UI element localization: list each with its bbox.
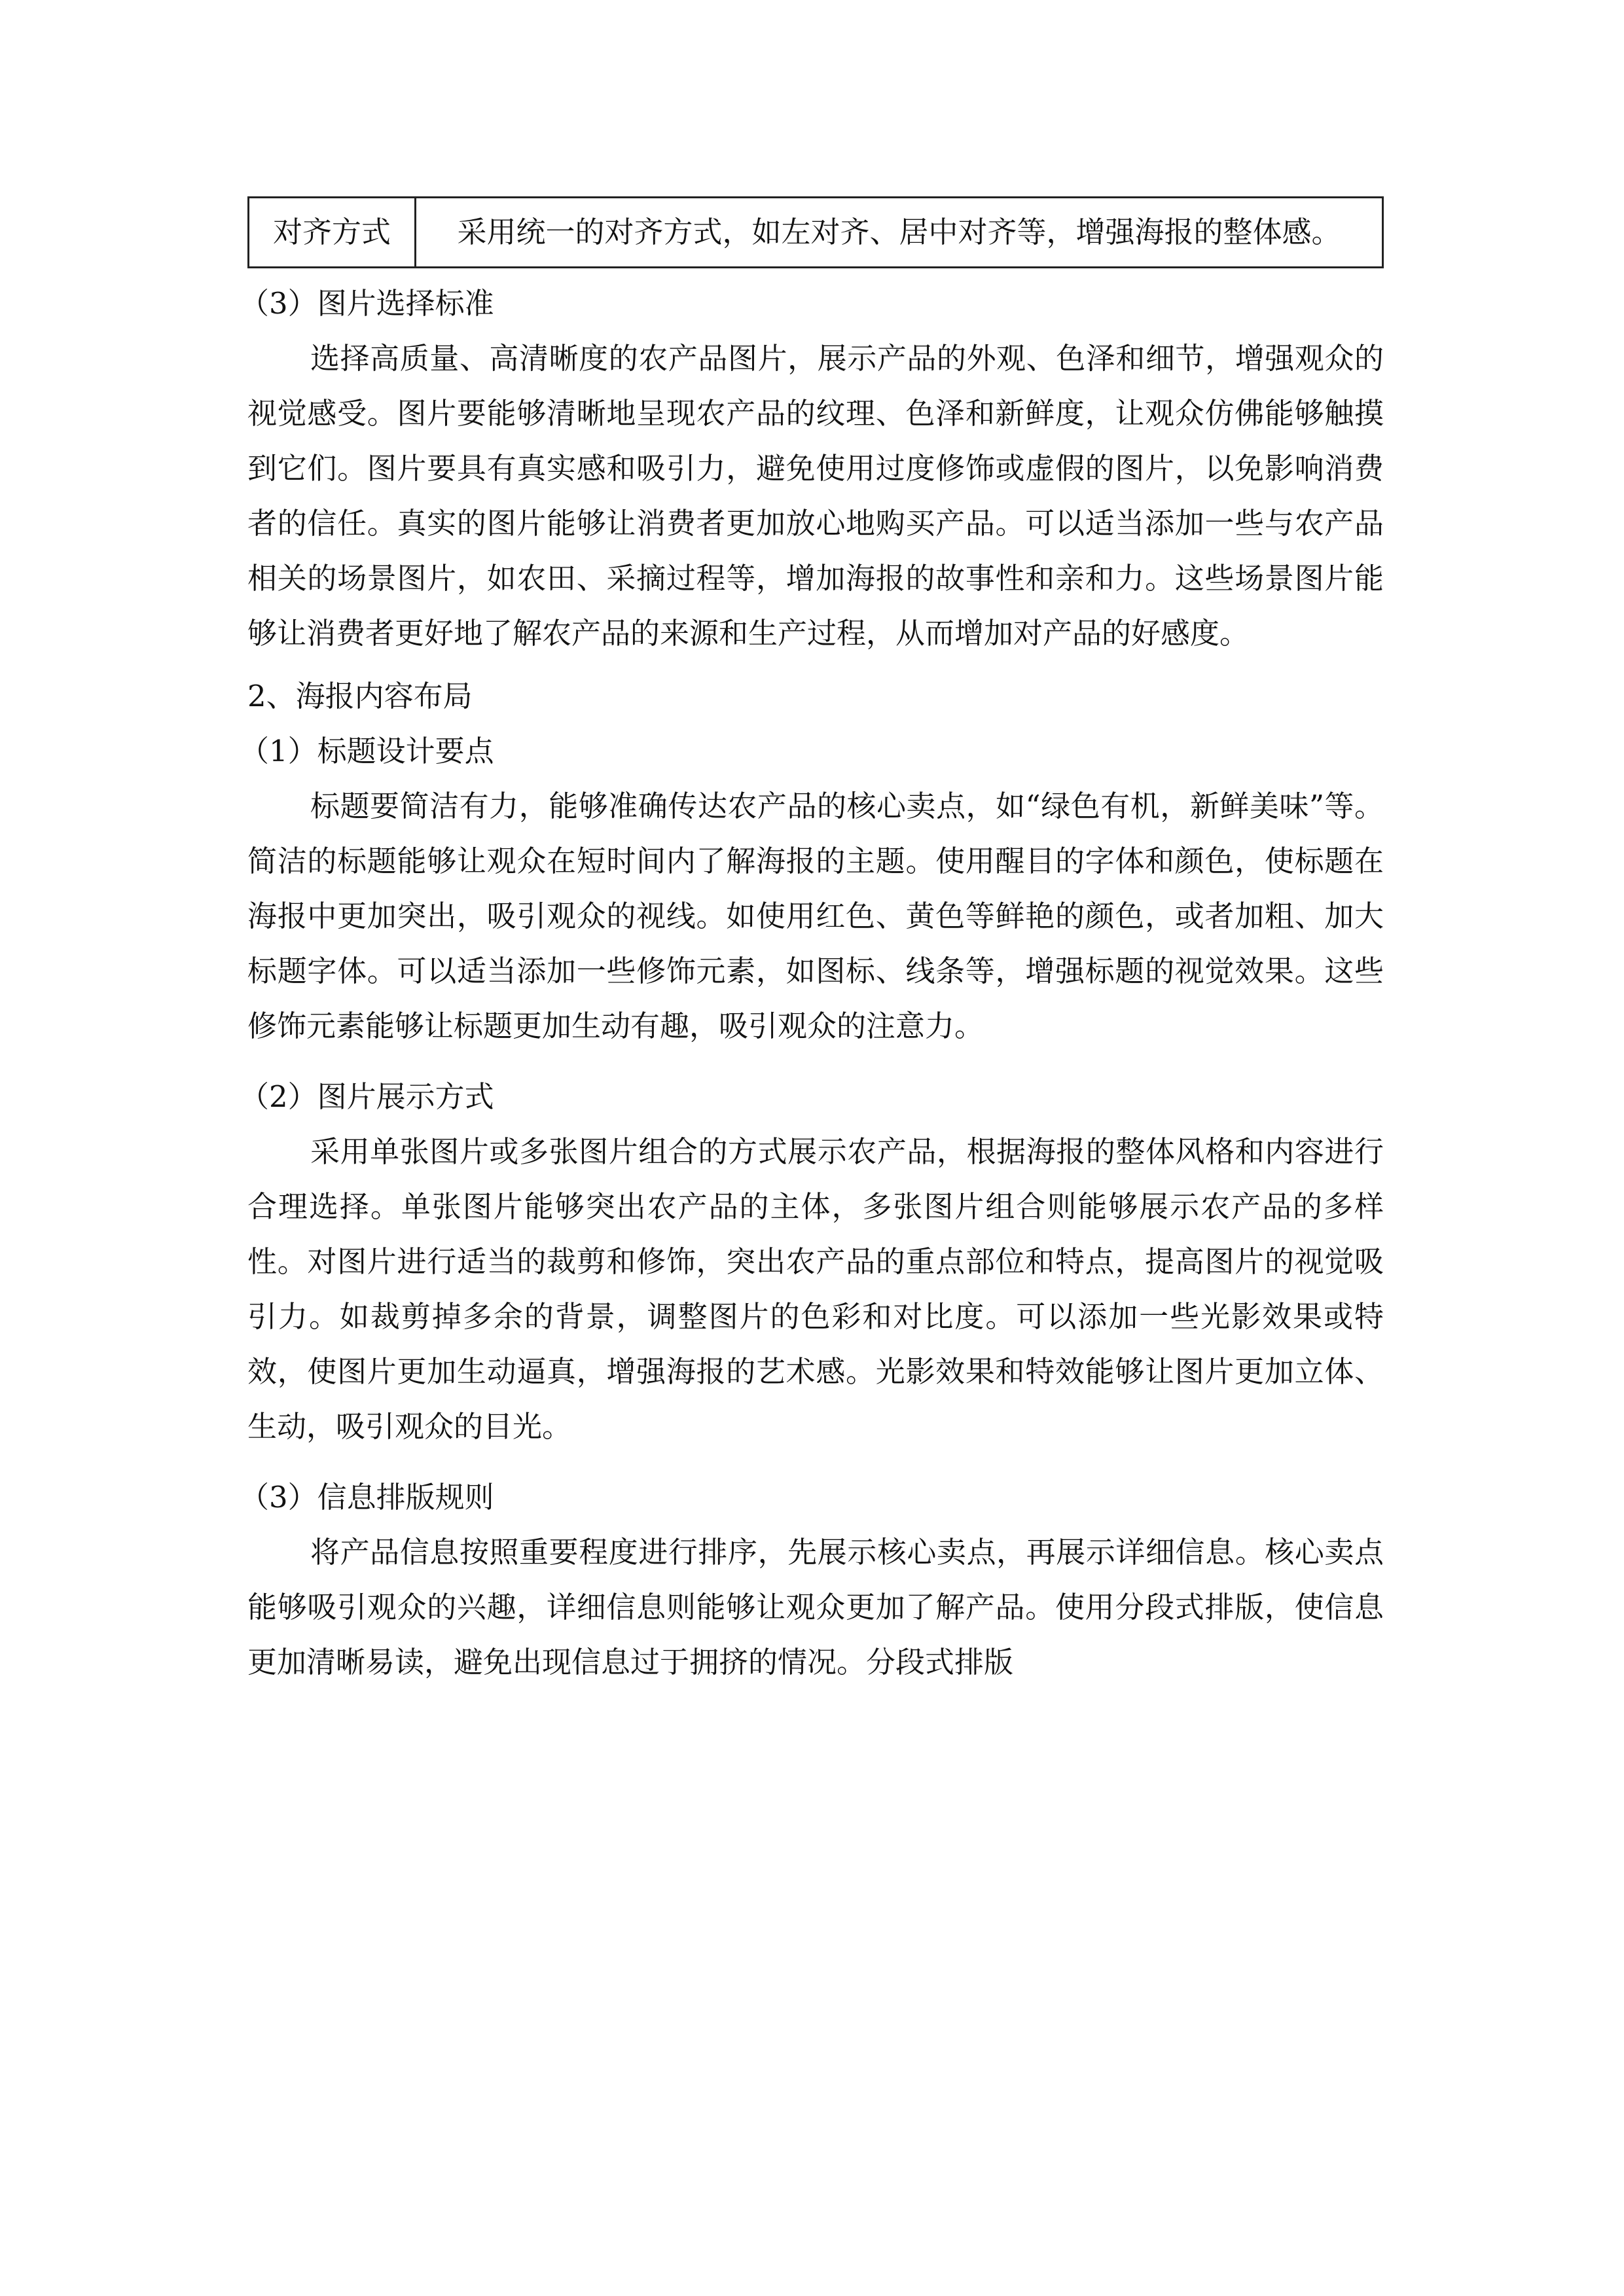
- document-page: [240, 196, 1384, 1690]
- alignment-table: [247, 196, 1384, 268]
- section-heading-title-design: （1）标题设计要点: [240, 734, 494, 768]
- section-heading-content-layout: 2、海报内容布局: [247, 679, 473, 713]
- table-row-content: 采用统一的对齐方式，如左对齐、居中对齐等，增强海报的整体感。: [416, 198, 1383, 268]
- section-heading-image-display: （2）图片展示方式: [240, 1079, 494, 1114]
- paragraph-image-selection: 选择高质量、高清晰度的农产品图片，展示产品的外观、色泽和细节，增强观众的视觉感受。图片要能够清晰地呈现农产品的纹理、色泽和新鲜度，让观众仿佛能够触摸到它们。图片要具有真实感和吸引力，避免使用过度修饰或虚假的图片，以免影响消费者的信任。真实的图片能够让消费者更加放心地购买产品。可以适当添加一些与农产品相关的场景图片，如农田、采摘过程等，增加海报的故事性和亲和力。这些场景图片能够让消费者更好地了解农产品的来源和生产过程，从而增加对产品的好感度。: [247, 341, 1384, 651]
- table-row-label: 对齐方式: [249, 198, 416, 268]
- section-heading-info-layout: （3）信息排版规则: [240, 1480, 494, 1515]
- paragraph-info-layout: 将产品信息按照重要程度进行排序，先展示核心卖点，再展示详细信息。核心卖点能够吸引观众的兴趣，详细信息则能够让观众更加了解产品。使用分段式排版，使信息更加清晰易读，避免出现信息过于拥挤的情况。分段式排版: [247, 1535, 1384, 1679]
- paragraph-title-design: 标题要简洁有力，能够准确传达农产品的核心卖点，如“绿色有机，新鲜美味”等。简洁的标题能够让观众在短时间内了解海报的主题。使用醒目的字体和颜色，使标题在海报中更加突出，吸引观众的视线。如使用红色、黄色等鲜艳的颜色，或者加粗、加大标题字体。可以适当添加一些修饰元素，如图标、线条等，增强标题的视觉效果。这些修饰元素能够让标题更加生动有趣，吸引观众的注意力。: [247, 789, 1384, 1043]
- paragraph-image-display: 采用单张图片或多张图片组合的方式展示农产品，根据海报的整体风格和内容进行合理选择。单张图片能够突出农产品的主体，多张图片组合则能够展示农产品的多样性。对图片进行适当的裁剪和修饰，突出农产品的重点部位和特点，提高图片的视觉吸引力。如裁剪掉多余的背景，调整图片的色彩和对比度。可以添加一些光影效果或特效，使图片更加生动逼真，增强海报的艺术感。光影效果和特效能够让图片更加立体、生动，吸引观众的目光。: [247, 1134, 1384, 1444]
- section-heading-image-selection: （3）图片选择标准: [240, 286, 494, 321]
- table-row: [249, 198, 1383, 268]
